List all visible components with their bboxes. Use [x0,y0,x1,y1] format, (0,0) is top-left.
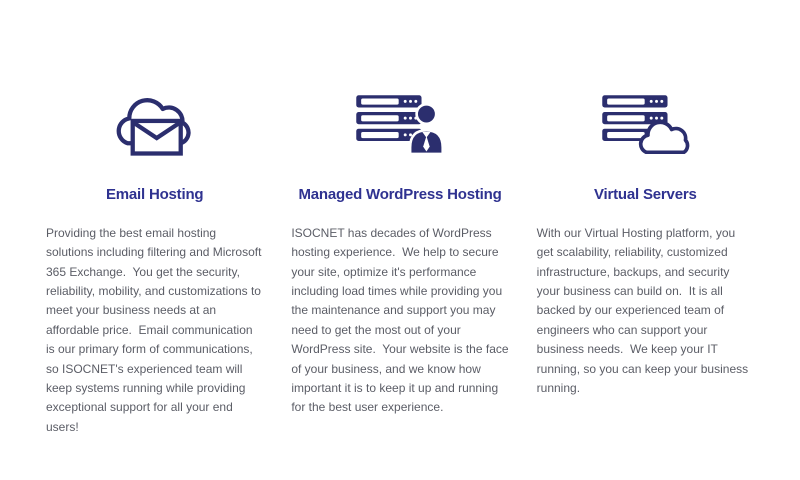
cloud-envelope-icon [46,90,263,156]
server-admin-icon [291,90,508,156]
service-title: Managed WordPress Hosting [298,186,502,203]
service-description: ISOCNET has decades of WordPress hosting experience. We help to secure your site, optimize it's performance including load times while providing you the maintenance and support you may need to get the most out of your WordPress site. Your website is the face of your business, and we know how important it is to keep it up and running for the best user experience. [291,225,512,415]
service-title: Virtual Servers [594,186,697,203]
service-description: Providing the best email hosting solutions including filtering and Microsoft 365 Exchange. You get the security, reliability, mobility, and customizations to meet your business needs at an affordable price. Email communication is our primary form of communications, so ISOCNET's experienced team will keep systems running while providing exceptional support for all your end users! [46,225,265,434]
service-card-email-hosting [46,90,263,437]
service-description: With our Virtual Hosting platform, you get scalability, reliability, customized infrastructure, backups, and security your business can build on. It is all backed by our experienced team of engineers who can support your business needs. We keep your IT running, so you can keep your business running. [536,225,752,395]
service-card-wordpress-hosting [291,90,512,437]
service-title: Email Hosting [105,186,204,203]
service-card-virtual-servers [537,90,754,437]
server-cloud-icon [537,90,754,156]
service-columns [46,90,754,437]
